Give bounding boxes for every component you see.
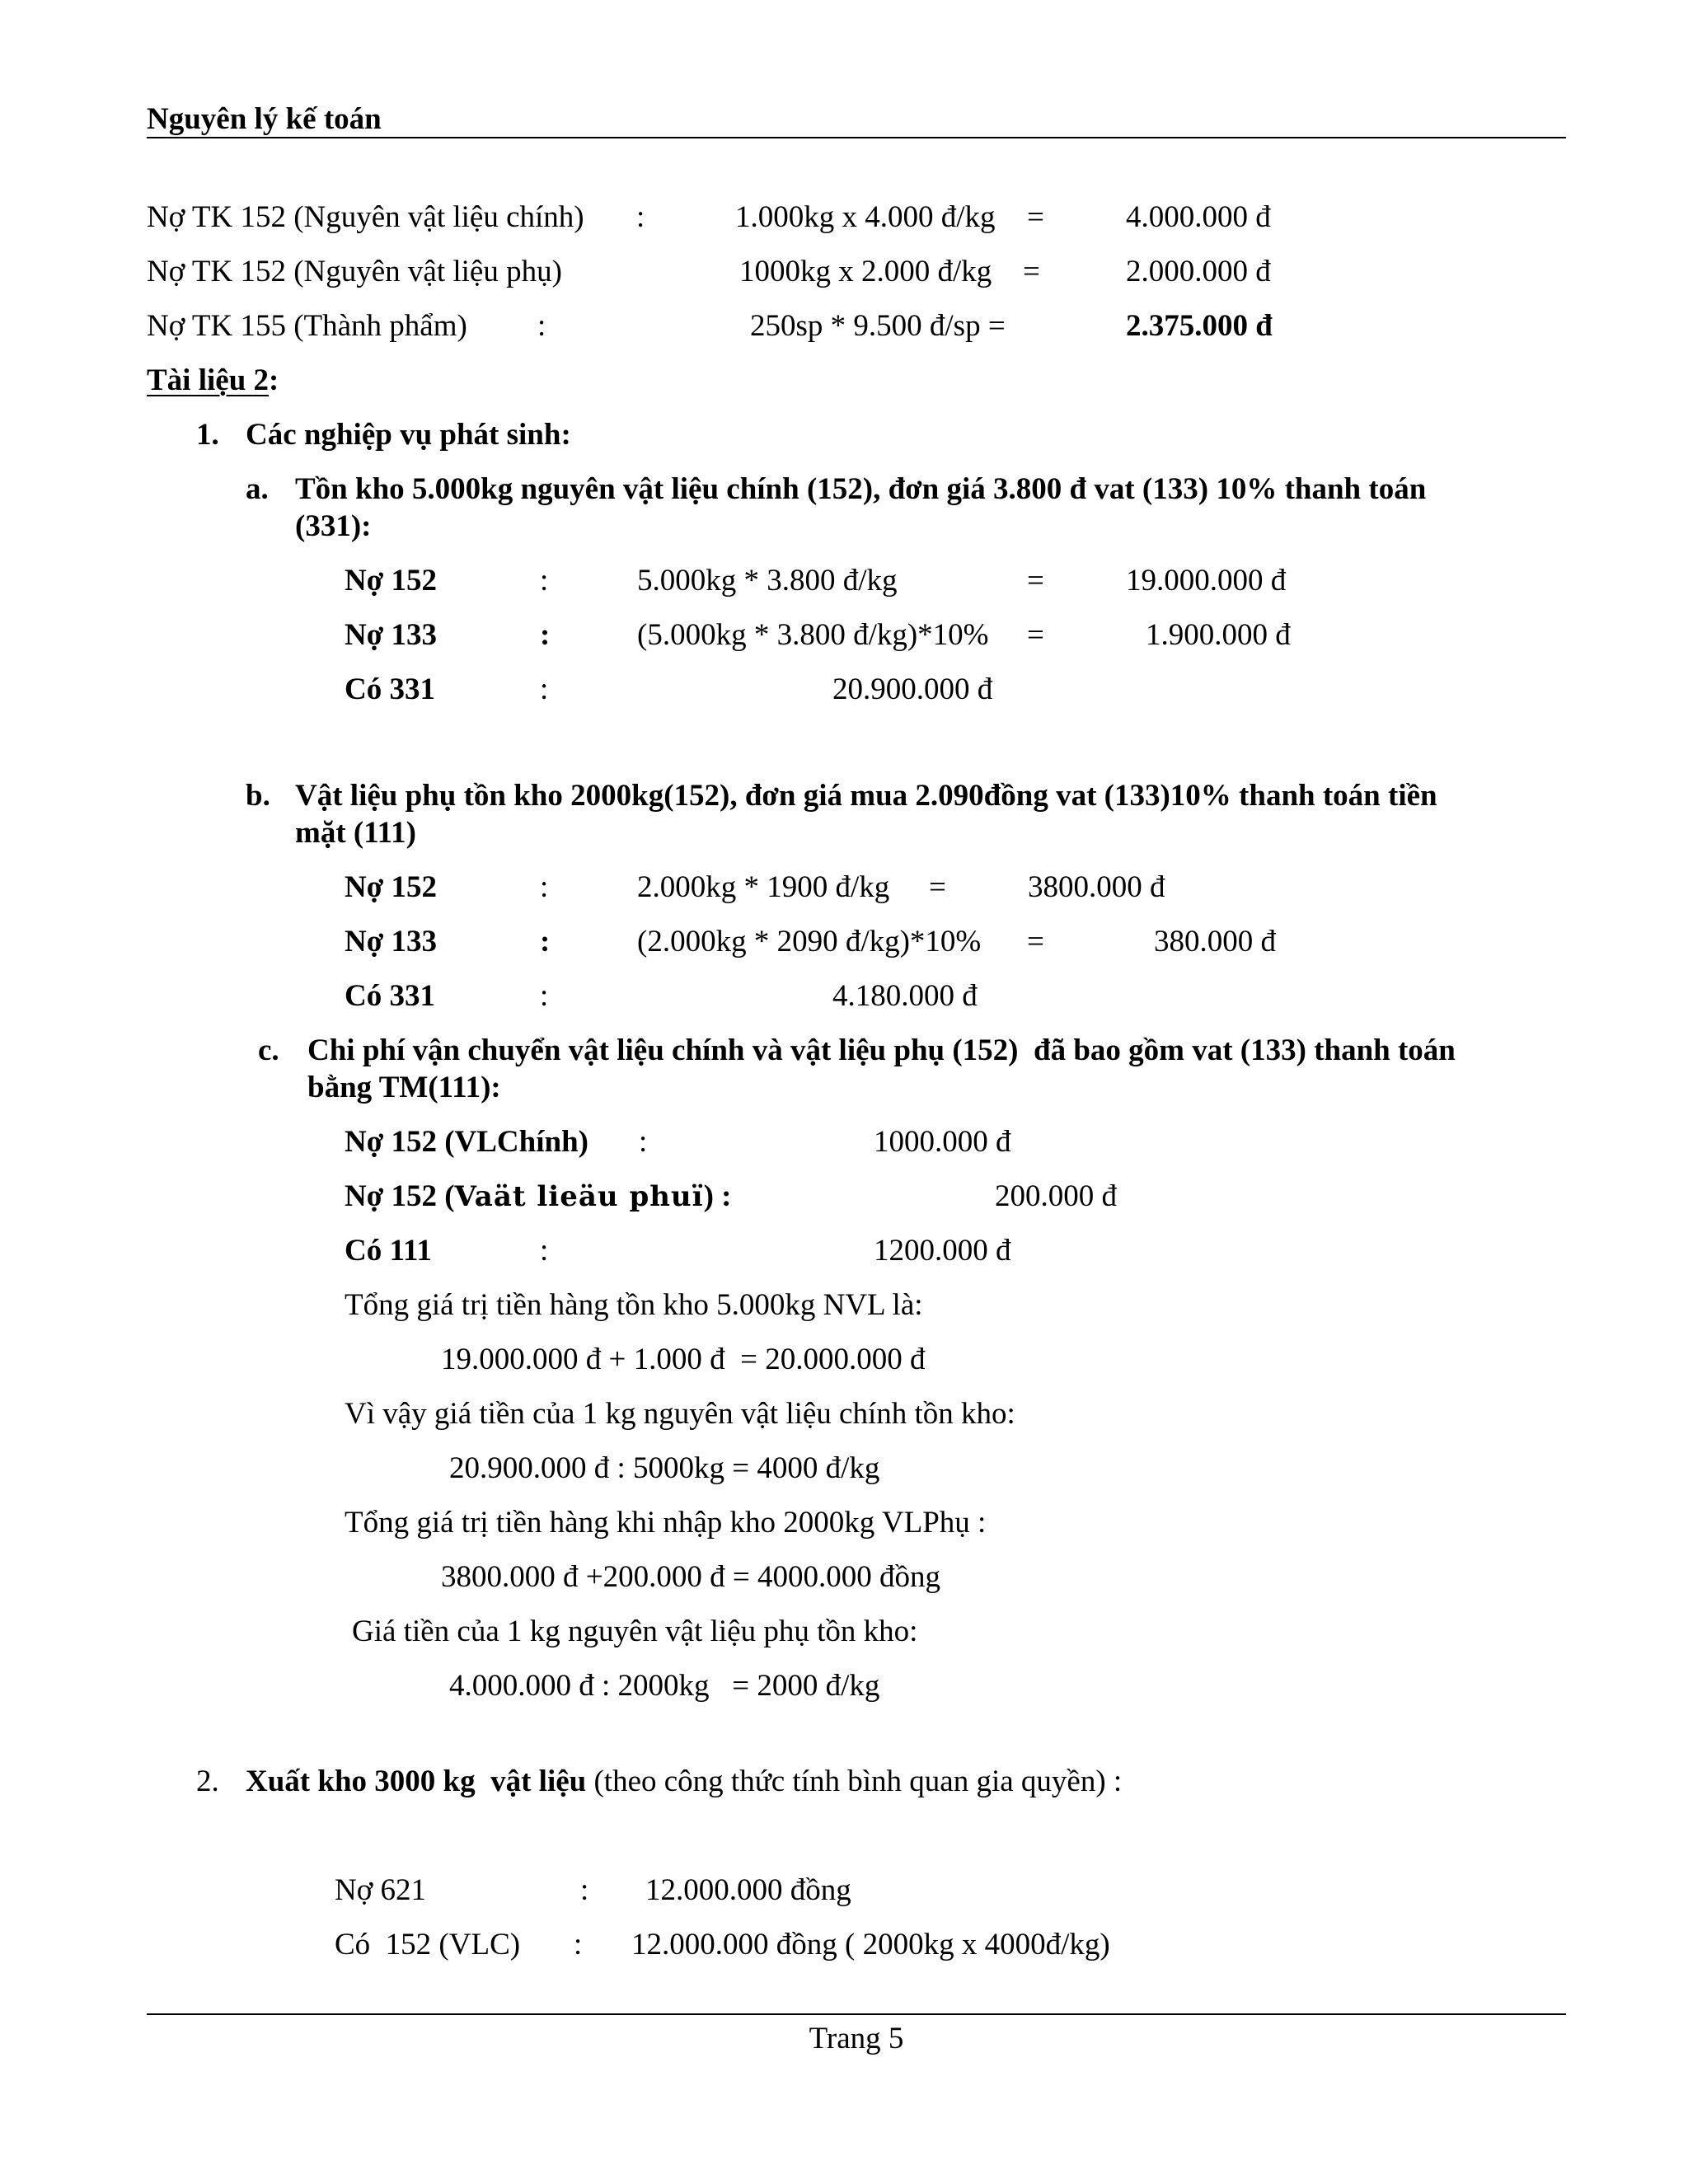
header-rule [147, 137, 1566, 138]
intro-amount: 2.000.000 đ [1126, 255, 1271, 288]
item1c-line2: bằng TM(111): [307, 1071, 501, 1104]
entry-sep: : [540, 564, 549, 598]
section-title-colon: : [269, 363, 279, 397]
intro-account: Nợ TK 152 (Nguyên vật liệu phụ) [147, 255, 562, 288]
entry-account-suffix: ) : [703, 1179, 732, 1213]
entry-account: Nợ 152 (VLChính) [345, 1125, 588, 1159]
entry-account: Nợ 133 [345, 618, 437, 652]
entry-calc: 5.000kg * 3.800 đ/kg [637, 564, 898, 598]
entry-amount: 200.000 đ [995, 1179, 1117, 1213]
entry-account: Có 331 [345, 673, 435, 706]
entry-sep: : [540, 925, 551, 958]
footer-rule [147, 2013, 1566, 2015]
item1a-line2: (331): [295, 509, 372, 543]
entry-amount: 12.000.000 đồng ( 2000kg x 4000đ/kg) [631, 1928, 1110, 1961]
entry-account-prefix: Nợ 152 ( [345, 1179, 455, 1213]
intro-amount: 4.000.000 đ [1126, 200, 1271, 234]
entry-sep: : [540, 979, 549, 1013]
intro-calc: 1.000kg x 4.000 đ/kg [735, 200, 996, 234]
item1-title: Các nghiệp vụ phát sinh: [246, 418, 571, 452]
entry-sep: : [540, 618, 551, 652]
item1a-letter: a. [246, 472, 269, 506]
entry-account: Nợ 621 [335, 1873, 427, 1907]
entry-calc: (5.000kg * 3.800 đ/kg)*10% [637, 618, 989, 652]
section-title [147, 365, 279, 396]
intro-amount-total: 2.375.000 đ [1126, 309, 1273, 343]
entry-calc: 2.000kg * 1900 đ/kg [637, 870, 890, 904]
item2-title-bold: Xuất kho 3000 kg vật liệu [246, 1765, 587, 1798]
entry-account: Có 152 (VLC) [335, 1928, 521, 1961]
entry-calc: (2.000kg * 2090 đ/kg)*10% [637, 925, 982, 958]
entry-account: Có 111 [345, 1234, 432, 1268]
item2-title [246, 1766, 1122, 1797]
entry-eq: = [929, 870, 946, 904]
entry-eq: = [1027, 618, 1044, 652]
entry-account: Có 331 [345, 979, 435, 1013]
intro-account: Nợ TK 155 (Thành phẩm) [147, 309, 467, 343]
intro-eq: = [1023, 255, 1040, 288]
note-formula: 19.000.000 đ + 1.000 đ = 20.000.000 đ [441, 1343, 926, 1376]
section-title-text: Tài liệu 2 [147, 363, 270, 397]
entry-amount: 380.000 đ [1154, 925, 1276, 958]
note-formula: 4.000.000 đ : 2000kg = 2000 đ/kg [449, 1669, 880, 1703]
entry-amount: 20.900.000 đ [832, 673, 993, 706]
intro-calc: 1000kg x 2.000 đ/kg [739, 255, 992, 288]
item1-number: 1. [196, 418, 219, 452]
item1a-line1: Tồn kho 5.000kg nguyên vật liệu chính (152), đơn giá 3.800 đ vat (133) 10% thanh toán [295, 472, 1427, 506]
item1b-line2: mặt (111) [295, 816, 416, 850]
entry-amount: 19.000.000 đ [1126, 564, 1287, 598]
note-text: Vì vậy giá tiền của 1 kg nguyên vật liệu chính tồn kho: [345, 1397, 1015, 1431]
entry-sep: : [540, 870, 549, 904]
entry-sep: : [540, 673, 549, 706]
item2-title-rest: (theo công thức tính bình quan gia quyền) : [586, 1765, 1123, 1798]
page-number: Trang 5 [809, 2022, 904, 2055]
note-text: Tổng giá trị tiền hàng tồn kho 5.000kg NVL là: [345, 1288, 923, 1322]
entry-sep: : [639, 1125, 648, 1159]
intro-account: Nợ TK 152 (Nguyên vật liệu chính) [147, 200, 584, 234]
entry-amount: 4.180.000 đ [832, 979, 978, 1013]
note-formula: 3800.000 đ +200.000 đ = 4000.000 đồng [441, 1560, 940, 1594]
item2-number: 2. [196, 1765, 219, 1798]
item1c-line1: Chi phí vận chuyển vật liệu chính và vật liệu phụ (152) đã bao gồm vat (133) thanh toán [307, 1033, 1456, 1067]
entry-eq: = [1027, 925, 1044, 958]
entry-account-glitch-text: Vaät lieäu phuï [454, 1180, 704, 1213]
intro-eq: = [1027, 200, 1044, 234]
entry-amount: 3800.000 đ [1028, 870, 1165, 904]
entry-amount: 1000.000 đ [874, 1125, 1011, 1159]
entry-account: Nợ 133 [345, 925, 437, 958]
item1b-letter: b. [246, 779, 270, 813]
entry-amount: 12.000.000 đồng [645, 1873, 851, 1907]
entry-account: Nợ 152 [345, 870, 437, 904]
entry-sep: : [580, 1873, 589, 1907]
entry-sep: : [574, 1928, 583, 1961]
intro-sep: : [636, 200, 645, 234]
intro-sep: : [537, 309, 546, 343]
entry-eq: = [1027, 564, 1044, 598]
entry-amount: 1200.000 đ [874, 1234, 1011, 1268]
item1c-letter: c. [258, 1033, 279, 1067]
note-formula: 20.900.000 đ : 5000kg = 4000 đ/kg [449, 1451, 880, 1485]
entry-account: Nợ 152 [345, 564, 437, 598]
entry-sep: : [540, 1234, 549, 1268]
note-text: Tổng giá trị tiền hàng khi nhập kho 2000kg VLPhụ : [345, 1506, 987, 1540]
item1b-line1: Vật liệu phụ tồn kho 2000kg(152), đơn giá mua 2.090đồng vat (133)10% thanh toán tiền [295, 779, 1437, 813]
entry-account [345, 1181, 731, 1212]
header-title: Nguyên lý kế toán [147, 102, 382, 136]
entry-amount: 1.900.000 đ [1146, 618, 1291, 652]
note-text: Giá tiền của 1 kg nguyên vật liệu phụ tồn kho: [352, 1615, 918, 1648]
intro-calc: 250sp * 9.500 đ/sp = [750, 309, 1006, 343]
